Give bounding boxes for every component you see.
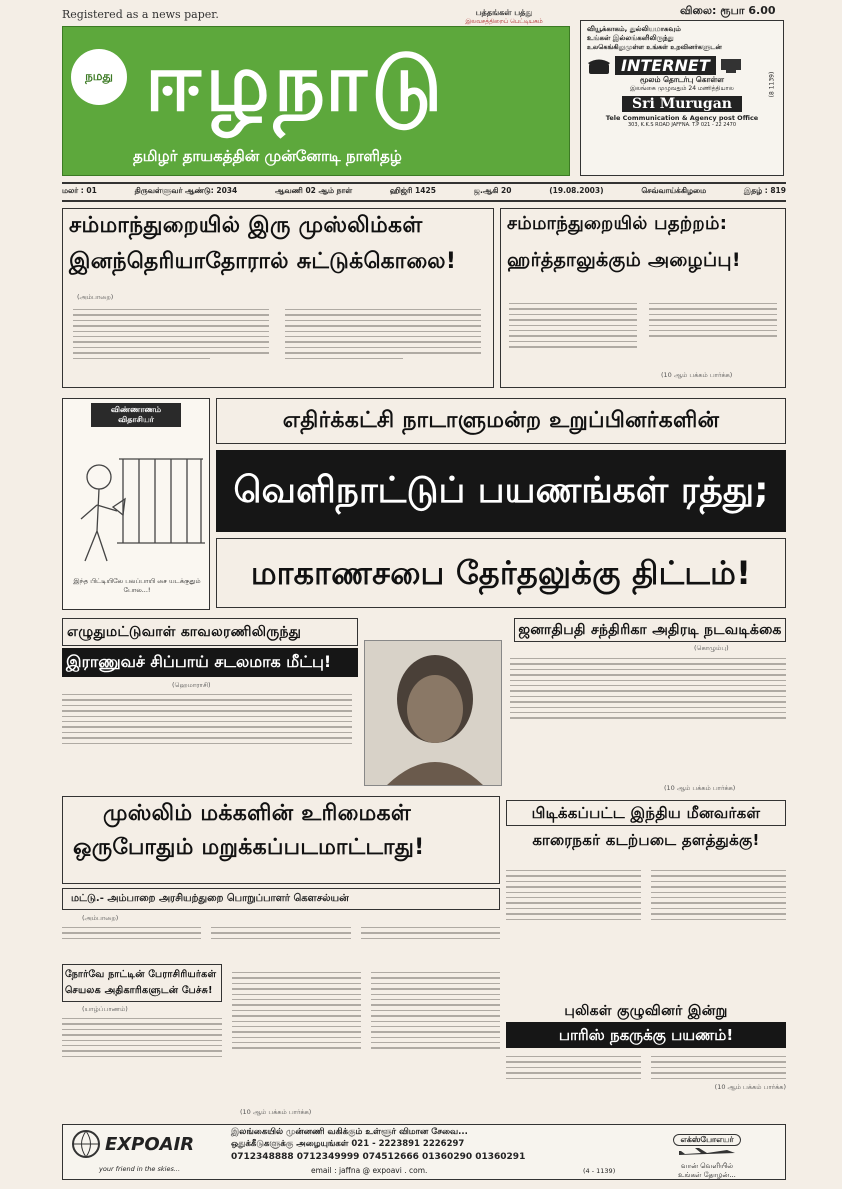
story-7-headline-box — [62, 964, 222, 1002]
expoair-line-2: ஒதுக்கீடுகளுக்கு அழையுங்கள் 021 - 2223891 2226297 — [231, 1139, 465, 1149]
story-2-continued: (10 ஆம் பக்கம் பார்க்க) — [661, 371, 733, 379]
computer-icon — [720, 58, 742, 74]
story-6-headline-2: காரைநகர் கடற்படை தளத்துக்கு! — [532, 831, 760, 849]
lead-sub: மாகாணசபை தேர்தலுக்கு திட்டம்! — [216, 538, 786, 608]
top-tag-sub: இலவசத்திறைப் பெட்டியகம் — [465, 18, 543, 25]
expoair-brand: EXPOAIR — [105, 1133, 195, 1155]
masthead-badge — [71, 49, 127, 105]
story-2 — [500, 208, 786, 388]
story-7-body — [62, 1018, 222, 1057]
dateline-date: (19.08.2003) — [549, 186, 604, 195]
story-4-body — [510, 654, 786, 723]
dateline-month: ஜ.ஆகி 20 — [473, 186, 512, 195]
story-8 — [506, 1000, 786, 1120]
masthead-badge-text: நமது — [85, 69, 113, 83]
story-7-headline-1: நோர்வே நாட்டின் பேராசிரியர்கள் — [65, 969, 217, 980]
cartoon-label-2: விதாசியர் — [118, 415, 154, 424]
story-6-body — [506, 866, 786, 924]
story-5-byline: (அம்பாறை) — [82, 914, 119, 922]
story-1-byline: (அம்பாறை) — [77, 293, 114, 301]
cartoon-label — [91, 403, 181, 427]
ad-line-5: இலங்கை முழுவதும் 24 மணித்தியால — [630, 85, 734, 92]
telephone-icon — [587, 57, 611, 75]
dateline-issue: இதழ் : 819 — [743, 186, 786, 195]
expoair-logo — [71, 1129, 194, 1159]
registration-notice: Registered as a news paper. — [62, 8, 219, 21]
dateline-year: திருவள்ளுவர் ஆண்டு: 2034 — [134, 186, 238, 195]
story-2-body — [509, 299, 637, 352]
story-1-headline-1: சம்மாந்துறையில் இரு முஸ்லிம்கள் — [69, 213, 423, 238]
story-2-headline-1: சம்மாந்துறையில் பதற்றம்: — [507, 213, 728, 234]
story-3-byline: (ஹெமாராசி) — [172, 681, 211, 689]
story-7-headline-2: செயலக அதிகாரிகளுடன் பேச்சு! — [65, 985, 213, 996]
internet-ad — [580, 20, 784, 176]
expoair-email: email : jaffna @ expoavi . com. — [311, 1166, 428, 1175]
story-5-headline-2: ஒருபோதும் மறுக்கப்படமாட்டாது! — [73, 835, 425, 860]
story-8-continued: (10 ஆம் பக்கம் பார்க்க) — [714, 1082, 786, 1091]
portrait-image — [365, 641, 502, 786]
ad-line-4: மூலம் தொடர்பு கொள்ள — [640, 75, 724, 84]
story-4 — [364, 618, 786, 796]
masthead-title: ஈழநாடு — [145, 36, 447, 129]
story-7-byline: (யாழ்ப்பாணம்) — [82, 1005, 128, 1013]
expoair-slogan: your friend in the skies... — [99, 1165, 181, 1173]
story-2-body-2 — [649, 299, 777, 341]
story-2-headline-2: ஹர்த்தாலுக்கும் அழைப்பு! — [507, 249, 741, 271]
ad-code: (8 1139) — [768, 71, 776, 98]
cartoon-label-1: விண்ணாணம் — [110, 405, 162, 414]
expoair-right-3: உங்கள் தோழன்... — [678, 1171, 736, 1179]
cartoon — [62, 398, 210, 610]
dateline — [62, 186, 786, 196]
ad-brand: INTERNET — [615, 56, 716, 75]
story-5-body — [62, 914, 500, 960]
lead-kicker: எதிர்க்கட்சி நாடாளுமன்ற உறுப்பினர்களின் — [216, 398, 786, 444]
expoair-line-1: இலங்கையில் முன்னணி வகிக்கும் உள்ளூர் விமான சேவை... — [231, 1127, 468, 1137]
top-tag — [444, 8, 564, 26]
story-8-headline-1: புலிகள் குழுவினர் இன்று — [564, 1003, 728, 1019]
story-1-headline-2: இனந்தெரியாதோரால் சுட்டுக்கொலை! — [69, 249, 457, 274]
story-8-body — [506, 1052, 786, 1083]
dateline-hijri: ஹிஜ்ரி 1425 — [389, 186, 436, 195]
story-7-columns — [232, 968, 500, 1053]
lead-story — [216, 398, 786, 610]
expoair-right-1: எக்ஸ்போஎயர் — [673, 1134, 740, 1146]
masthead-tagline: தமிழர் தாயகத்தின் முன்னோடி நாளிதழ் — [133, 147, 402, 165]
story-7 — [62, 964, 222, 1120]
story-5-columns — [62, 923, 500, 943]
lead-headline: வெளிநாட்டுப் பயணங்கள் ரத்து; — [216, 450, 786, 532]
cartoon-drawing — [67, 439, 207, 569]
dateline-rule-bottom — [62, 200, 786, 202]
story-6-headline-1: பிடிக்கப்பட்ட இந்திய மீனவர்கள் — [506, 800, 786, 826]
globe-icon — [71, 1129, 101, 1159]
top-tag-label: பத்தங்கள் பத்து — [475, 8, 533, 17]
expoair-right-2: வான் வெளியில் — [680, 1162, 734, 1170]
story-1 — [62, 208, 494, 388]
dateline-malar: மலர் : 01 — [62, 186, 97, 195]
dateline-rule-top — [62, 182, 786, 184]
expoair-code: (4 - 1139) — [583, 1167, 616, 1175]
ad-brand-2: Sri Murugan — [622, 96, 742, 112]
story-7-continued: (10 ஆம் பக்கம் பார்க்க) — [240, 1108, 312, 1116]
expoair-right — [633, 1127, 781, 1180]
cartoon-caption: இந்த பிட்டியிலே பலப்பாயி சை யடக்குதும் போல...! — [73, 577, 201, 594]
story-1-body-2 — [285, 305, 481, 363]
ad-brand-row — [587, 56, 777, 75]
ad-service: Tele Communication & Agency post Office — [605, 114, 759, 122]
story-8-headline-2: பாரிஸ் நகருக்கு பயணம்! — [506, 1022, 786, 1048]
dateline-weekday: செவ்வாய்க்கிழமை — [641, 186, 707, 195]
price: விலை: ரூபா 6.00 — [680, 4, 776, 17]
ad-line-2: உங்கள் இல்லங்களிலிருந்து — [587, 34, 674, 42]
expoair-phones: 0712348888 0712349999 074512666 01360290 01360291 — [231, 1152, 526, 1162]
story-4-byline: (கொழும்பு) — [694, 644, 729, 652]
dateline-day: ஆவணி 02 ஆம் நாள் — [275, 186, 353, 195]
story-3-headline-box — [62, 618, 358, 646]
ad-line-3: உலகெங்கிலுமுள்ள உங்கள் உறவினர்களுடன் — [587, 43, 722, 51]
story-5-sub: மட்டு.- அம்பாறை அரசியற்துறை பொறுப்பாளர் கௌசல்யன் — [62, 888, 500, 910]
story-6 — [506, 800, 786, 860]
portrait-photo — [364, 640, 502, 786]
story-5 — [62, 796, 500, 884]
story-1-body — [73, 305, 269, 363]
story-4-headline: ஜனாதிபதி சந்திரிகா அதிரடி நடவடிக்கை — [514, 618, 786, 642]
story-5-headline-1: முஸ்லிம் மக்களின் உரிமைகள் — [103, 801, 412, 826]
story-3-headline-2: இராணுவச் சிப்பாய் சடலமாக மீட்பு! — [62, 648, 358, 677]
masthead — [62, 26, 570, 176]
story-3-body — [62, 694, 352, 744]
ad-address: 303, K.K.S ROAD JAFFNA. T.P 021 - 22 2470 — [627, 122, 737, 128]
story-4-continued: (10 ஆம் பக்கம் பார்க்க) — [664, 784, 736, 792]
airplane-icon — [677, 1147, 737, 1161]
ad-line-1: வியூக்காகம், துல்லியமாகவும் — [587, 25, 681, 33]
story-3 — [62, 618, 358, 794]
expoair-ad — [62, 1124, 786, 1180]
story-3-headline-1: எழுதுமட்டுவாள் காவலரணிலிருந்து — [67, 624, 302, 640]
